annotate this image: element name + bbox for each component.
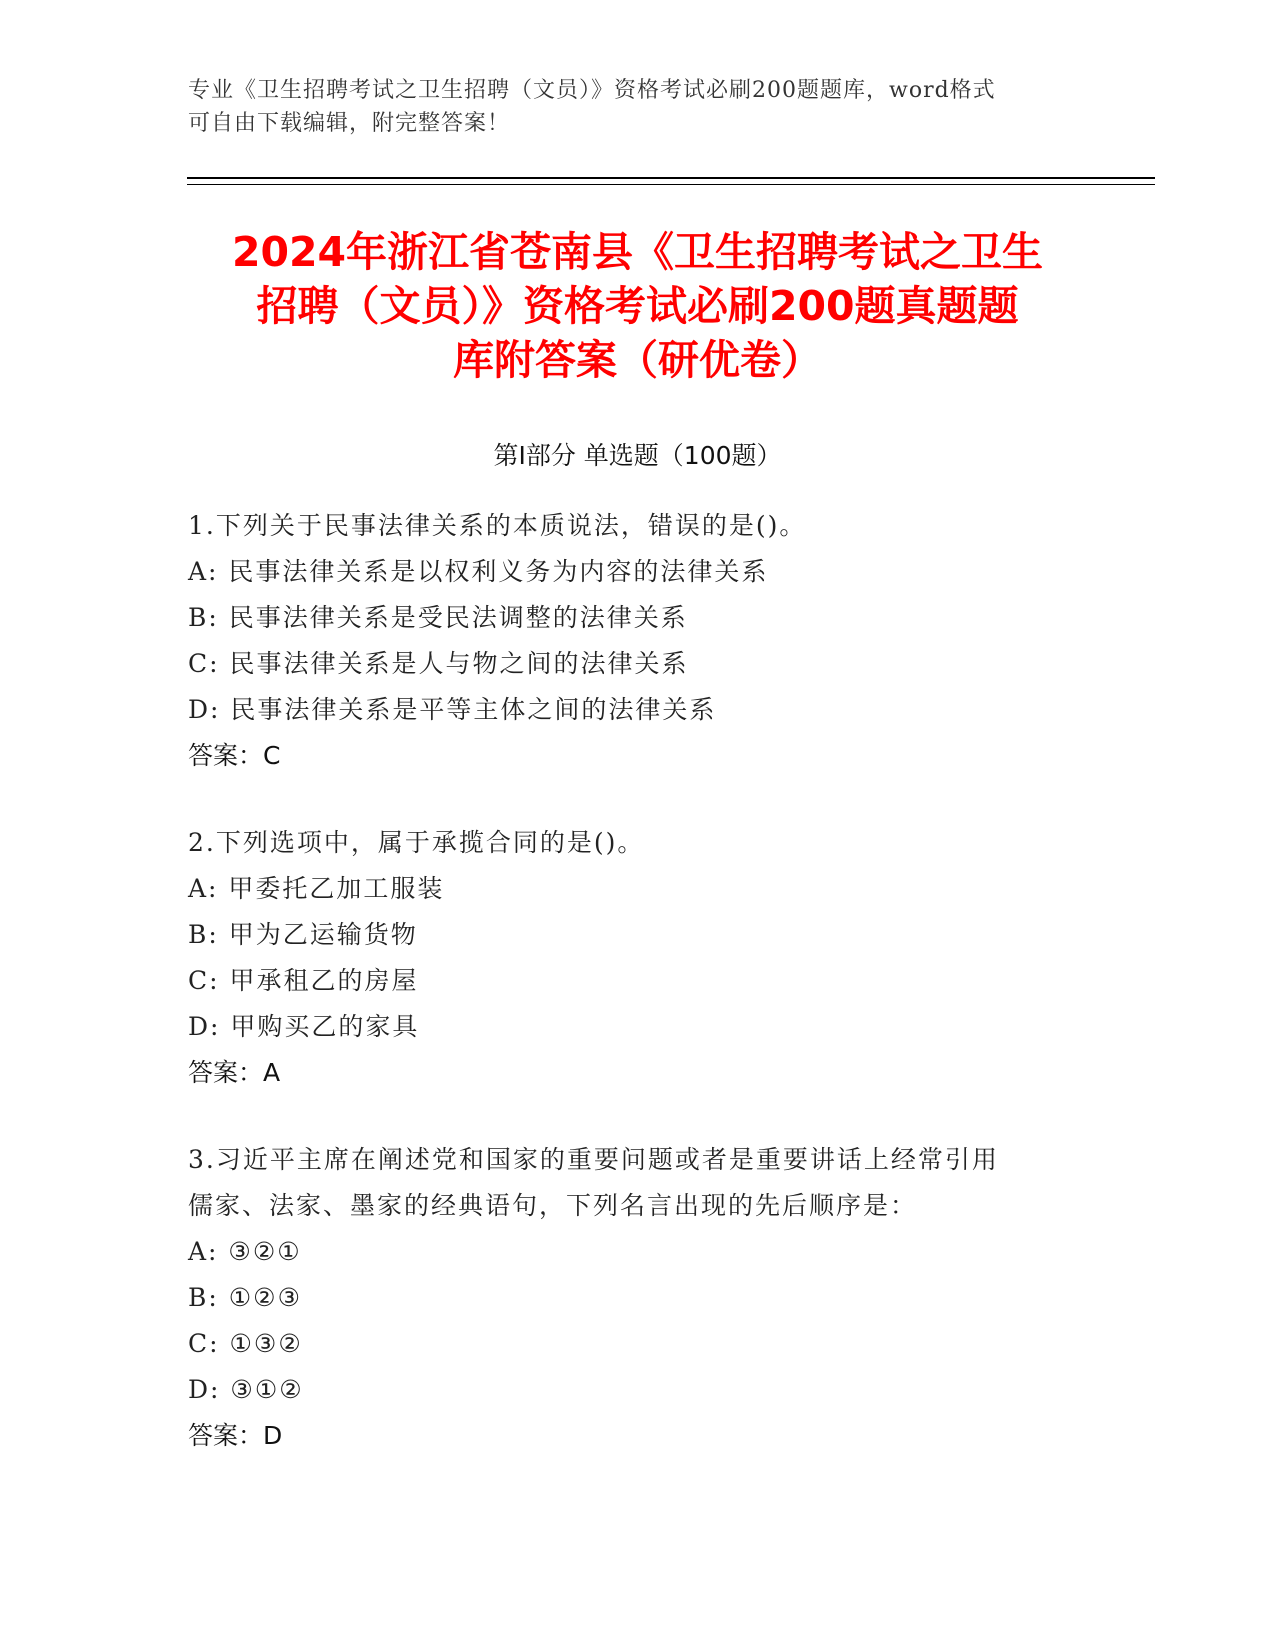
header-divider-thin — [187, 184, 1155, 185]
option-b: B: ①②③ — [188, 1283, 302, 1312]
section-title: 第Ⅰ部分 单选题（100题） — [493, 441, 782, 470]
header-divider-thick — [187, 177, 1155, 179]
question-stem-line-1: 3.习近平主席在阐述党和国家的重要问题或者是重要讲话上经常引用 — [188, 1145, 999, 1174]
option-c: C: 甲承租乙的房屋 — [188, 966, 419, 995]
answer: 答案：C — [188, 741, 281, 770]
answer: 答案：D — [188, 1421, 283, 1450]
option-a: A: 甲委托乙加工服装 — [188, 874, 445, 903]
question-stem: 1.下列关于民事法律关系的本质说法，错误的是()。 — [188, 511, 807, 540]
question-1 — [188, 503, 1108, 779]
option-a: A: ③②① — [188, 1237, 302, 1266]
header-line-1: 专业《卫生招聘考试之卫生招聘（文员）》资格考试必刷200题题库，word格式 — [188, 78, 996, 103]
option-b: B: 民事法律关系是受民法调整的法律关系 — [188, 603, 688, 632]
option-b: B: 甲为乙运输货物 — [188, 920, 418, 949]
option-d: D: 民事法律关系是平等主体之间的法律关系 — [188, 695, 717, 724]
question-stem-line-2: 儒家、法家、墨家的经典语句，下列名言出现的先后顺序是： — [188, 1191, 918, 1220]
page-header — [188, 74, 1088, 140]
answer: 答案：A — [188, 1058, 281, 1087]
title-line-2: 招聘（文员）》资格考试必刷200题真题题 — [256, 282, 1019, 330]
question-2 — [188, 820, 1108, 1096]
option-a: A: 民事法律关系是以权利义务为内容的法律关系 — [188, 557, 769, 586]
document-title — [150, 225, 1125, 387]
option-d: D: ③①② — [188, 1375, 304, 1404]
question-stem: 2.下列选项中，属于承揽合同的是()。 — [188, 828, 645, 857]
header-line-2: 可自由下载编辑，附完整答案！ — [188, 111, 511, 136]
option-c: C: 民事法律关系是人与物之间的法律关系 — [188, 649, 689, 678]
option-c: C: ①③② — [188, 1329, 303, 1358]
option-d: D: 甲购买乙的家具 — [188, 1012, 420, 1041]
question-3 — [188, 1137, 1108, 1459]
title-line-3: 库附答案（研优卷） — [453, 336, 822, 384]
title-line-1: 2024年浙江省苍南县《卫生招聘考试之卫生 — [231, 228, 1044, 276]
